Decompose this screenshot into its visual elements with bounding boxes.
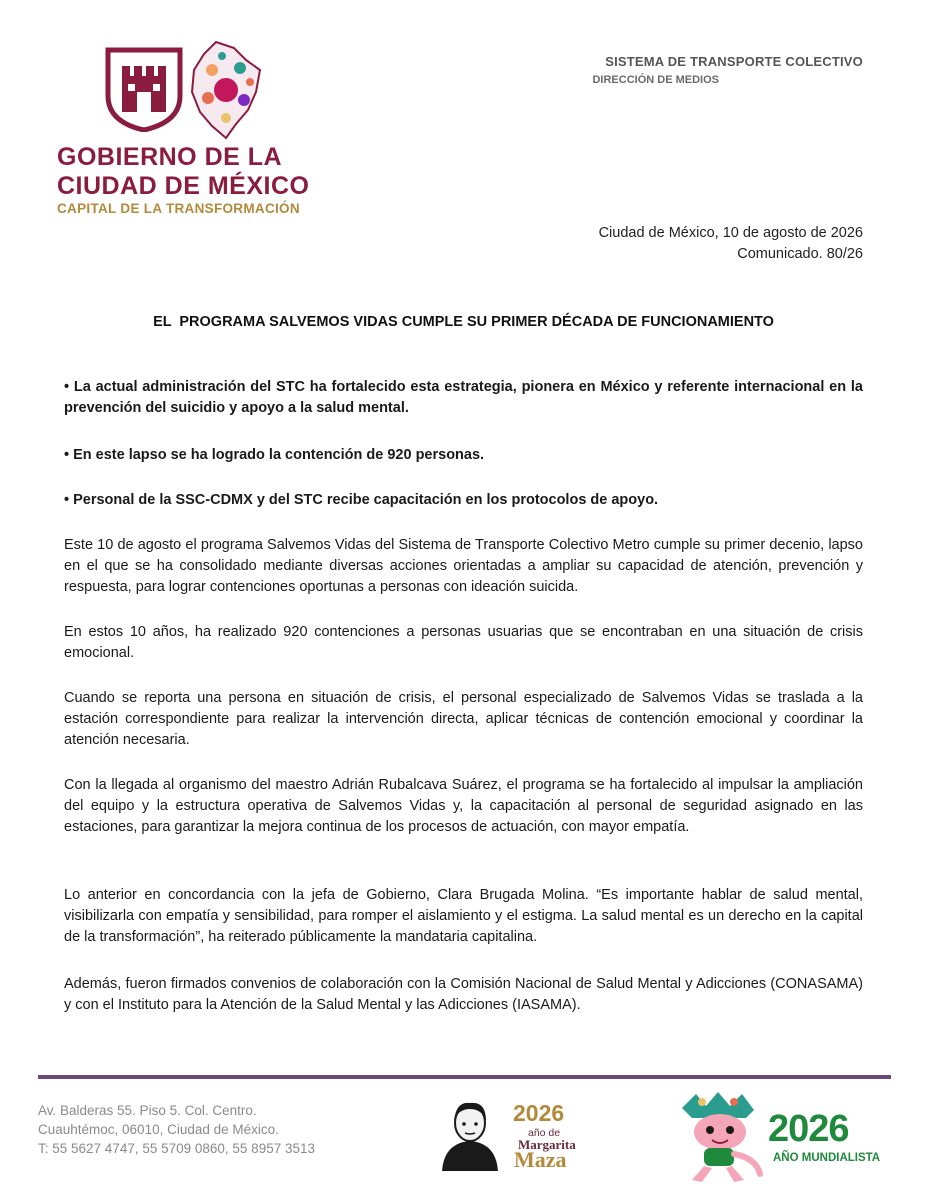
mundial-axolotl-mascot-icon (672, 1088, 766, 1184)
footer-divider (38, 1075, 891, 1079)
cdmx-shield-logo-icon (104, 46, 184, 132)
bullet-point: • En este lapso se ha logrado la contención de 920 personas. (64, 447, 485, 463)
footer-address-line: Av. Balderas 55. Piso 5. Col. Centro. (38, 1103, 257, 1118)
footer-address-line: Cuauhtémoc, 06010, Ciudad de México. (38, 1122, 279, 1137)
gov-tagline: CAPITAL DE LA TRANSFORMACIÓN (57, 201, 300, 216)
bullet-point: • Personal de la SSC-CDMX y del STC recibe capacitación en los protocolos de apoyo. (64, 492, 659, 508)
gov-name-line2: CIUDAD DE MÉXICO (57, 172, 310, 200)
date-line: Ciudad de México, 10 de agosto de 2026 (598, 225, 863, 241)
maza-year: 2026 (513, 1100, 565, 1126)
cdmx-floral-map-logo-icon (186, 40, 266, 140)
body-paragraph: Además, fueron firmados convenios de colaboración con la Comisión Nacional de Salud Mental y Adicciones (CONASAMA) y con el Instituto para la Atención de la Salud Mental y las Adicciones (IASAMA). (64, 976, 863, 1013)
maza-first-name: Margarita (518, 1137, 576, 1152)
margarita-maza-portrait-icon (432, 1097, 508, 1171)
bullet-point: • La actual administración del STC ha fortalecido esta estrategia, pionera en México y referente internacional en la prevención del suicidio y apoyo a la salud mental. (64, 379, 863, 416)
mundial-year: 2026 (768, 1108, 849, 1150)
comunicado-number: Comunicado. 80/26 (737, 246, 863, 262)
gov-name-line1: GOBIERNO DE LA (57, 143, 283, 171)
maza-ano-label: año de (528, 1127, 561, 1139)
maza-last-name: Maza (514, 1147, 567, 1172)
mundial-label: AÑO MUNDIALISTA (773, 1152, 881, 1164)
body-paragraph: Cuando se reporta una persona en situación de crisis, el personal especializado de Salvemos Vidas se traslada a la estación correspondiente para realizar la intervención directa, aplicar técnicas de contención emocional y coordinar la atención necesaria. (64, 690, 863, 748)
footer-phone-line: T: 55 5627 4747, 55 5709 0860, 55 8957 3513 (38, 1141, 316, 1156)
system-title: SISTEMA DE TRANSPORTE COLECTIVO (605, 54, 863, 69)
system-subtitle: DIRECCIÓN DE MEDIOS (592, 74, 719, 86)
body-paragraph: En estos 10 años, ha realizado 920 contenciones a personas usuarias que se encontraban en una situación de crisis emocional. (64, 624, 863, 661)
body-paragraph: Con la llegada al organismo del maestro Adrián Rubalcava Suárez, el programa se ha fortalecido al impulsar la ampliación del equipo y la estructura operativa de Salvemos Vidas y, la capacitación al personal de seguridad asignado en las estaciones, para garantizar la mejora continua de los procesos de actuación, con mayor empatía. (64, 777, 863, 835)
body-paragraph: Este 10 de agosto el programa Salvemos Vidas del Sistema de Transporte Colectivo Metro cumple su primer decenio, lapso en el que se ha consolidado mediante diversas acciones orientadas a ampliar su capacidad de atención, prevención y respuesta, para lograr contenciones oportunas a personas con ideación suicida. (64, 537, 863, 595)
body-paragraph: Lo anterior en concordancia con la jefa de Gobierno, Clara Brugada Molina. “Es importante hablar de salud mental, visibilizarla con empatía y sensibilidad, para romper el aislamiento y el estigma. La salud mental es un derecho en la capital de la transformación”, ha reiterado públicamente la mandataria capitalina. (64, 887, 863, 945)
headline: EL PROGRAMA SALVEMOS VIDAS CUMPLE SU PRIMER DÉCADA DE FUNCIONAMIENTO (153, 314, 774, 330)
